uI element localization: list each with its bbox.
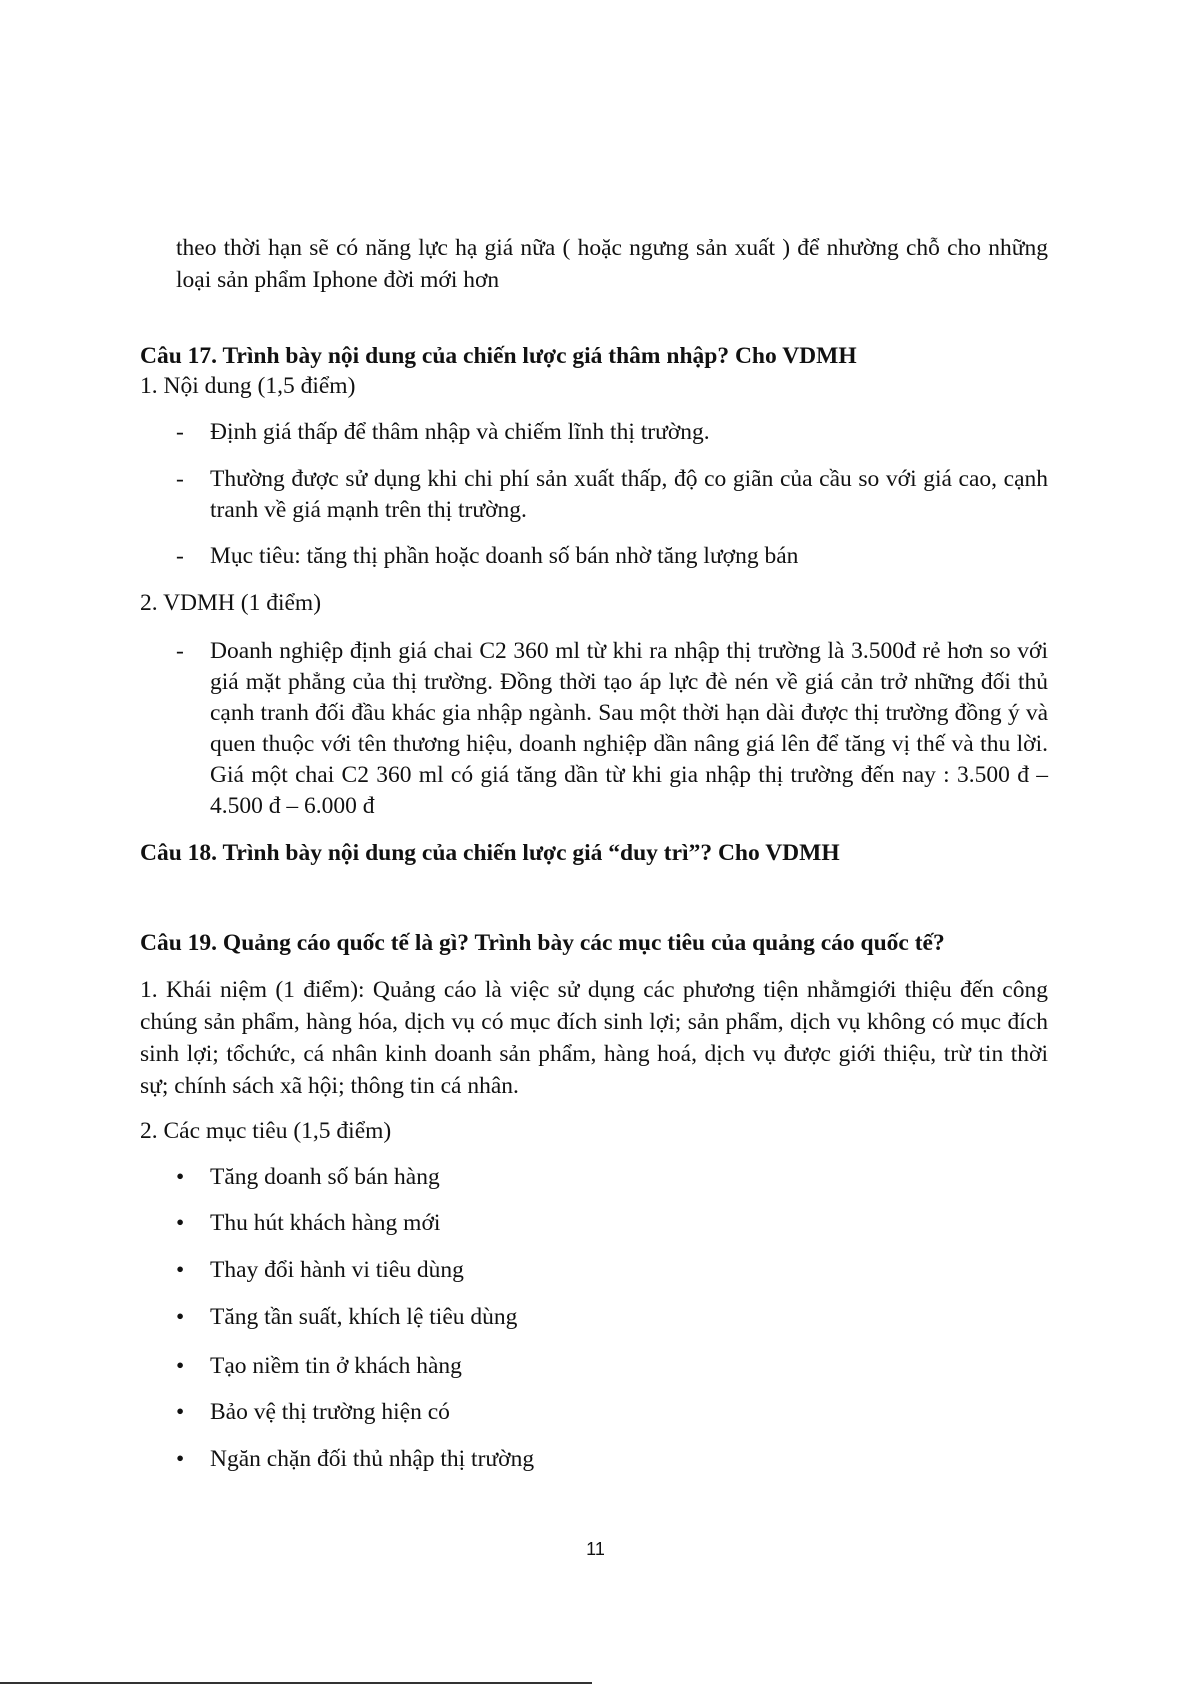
q19-goal-6-text: Bảo vệ thị trường hiện có: [210, 1399, 450, 1425]
q17-bullet-2-text: Thường được sử dụng khi chi phí sản xuất thấp, độ co giãn của cầu so với giá cao, cạnh tranh về giá mạnh trên thị trường.: [210, 466, 1048, 523]
q17-part2-title: 2. VDMH (1 điểm): [140, 590, 322, 616]
q19-goal-4-text: Tăng tần suất, khích lệ tiêu dùng: [210, 1304, 518, 1330]
q19-goal-7-text: Ngăn chặn đối thủ nhập thị trường: [210, 1446, 535, 1472]
q19-concept-paragraph: 1. Khái niệm (1 điểm): Quảng cáo là việc sử dụng các phương tiện nhằmgiới thiệu đến công chúng sản phẩm, hàng hóa, dịch vụ có mục đích sinh lợi; sản phẩm, dịch vụ không có mục đích sinh lợi; tổchức, cá nhân kinh doanh sản phẩm, hàng hoá, dịch vụ được giới thiệu, trừ tin thời sự; chính sách xã hội; thông tin cá nhân.: [140, 977, 1048, 1099]
page-number: 11: [586, 1539, 605, 1559]
bullet-dot-icon: •: [176, 1210, 185, 1236]
q19-goals-title: 2. Các mục tiêu (1,5 điểm): [140, 1118, 392, 1144]
q17-heading: Câu 17. Trình bày nội dung của chiến lược giá thâm nhập? Cho VDMH: [140, 343, 857, 369]
dash-marker: -: [176, 419, 184, 445]
bullet-dot-icon: •: [176, 1304, 185, 1330]
q19-goal-3-text: Thay đổi hành vi tiêu dùng: [210, 1257, 464, 1283]
q17-bullet-3-text: Mục tiêu: tăng thị phần hoặc doanh số bán nhờ tăng lượng bán: [210, 543, 799, 569]
bullet-dot-icon: •: [176, 1399, 185, 1425]
q17-part1-title: 1. Nội dung (1,5 điểm): [140, 373, 356, 399]
q18-heading: Câu 18. Trình bày nội dung của chiến lược giá “duy trì”? Cho VDMH: [140, 840, 840, 866]
bullet-dot-icon: •: [176, 1257, 185, 1283]
dash-marker: -: [176, 466, 184, 492]
q19-goal-1-text: Tăng doanh số bán hàng: [210, 1164, 440, 1190]
intro-paragraph: theo thời hạn sẽ có năng lực hạ giá nữa ( hoặc ngưng sản xuất ) để nhường chỗ cho những loại sản phẩm Iphone đời mới hơn: [176, 235, 1048, 293]
bullet-dot-icon: •: [176, 1164, 185, 1190]
q17-bullet-1-text: Định giá thấp để thâm nhập và chiếm lĩnh thị trường.: [210, 419, 710, 445]
dash-marker: -: [176, 543, 184, 569]
q17-example-text: Doanh nghiệp định giá chai C2 360 ml từ khi ra nhập thị trường là 3.500đ rẻ hơn so với giá mặt phẳng của thị trường. Đồng thời tạo áp lực đè nén về giá cản trở những đối thủ cạnh tranh đối đầu khác gia nhập ngành. Sau một thời hạn dài được thị trường đồng ý và quen thuộc với tên thương hiệu, doanh nghiệp dần nâng giá lên để tăng vị thế và thu lời. Giá một chai C2 360 ml có giá tăng dần từ khi gia nhập thị trường đến nay : 3.500 đ – 4.500 đ – 6.000 đ: [210, 638, 1048, 819]
footer-divider: [0, 1682, 592, 1684]
dash-marker: -: [176, 638, 184, 664]
q19-heading: Câu 19. Quảng cáo quốc tế là gì? Trình bày các mục tiêu của quảng cáo quốc tế?: [140, 930, 945, 956]
q19-goal-5-text: Tạo niềm tin ở khách hàng: [210, 1353, 462, 1379]
q19-goal-2-text: Thu hút khách hàng mới: [210, 1210, 441, 1236]
bullet-dot-icon: •: [176, 1446, 185, 1472]
bullet-dot-icon: •: [176, 1353, 185, 1379]
